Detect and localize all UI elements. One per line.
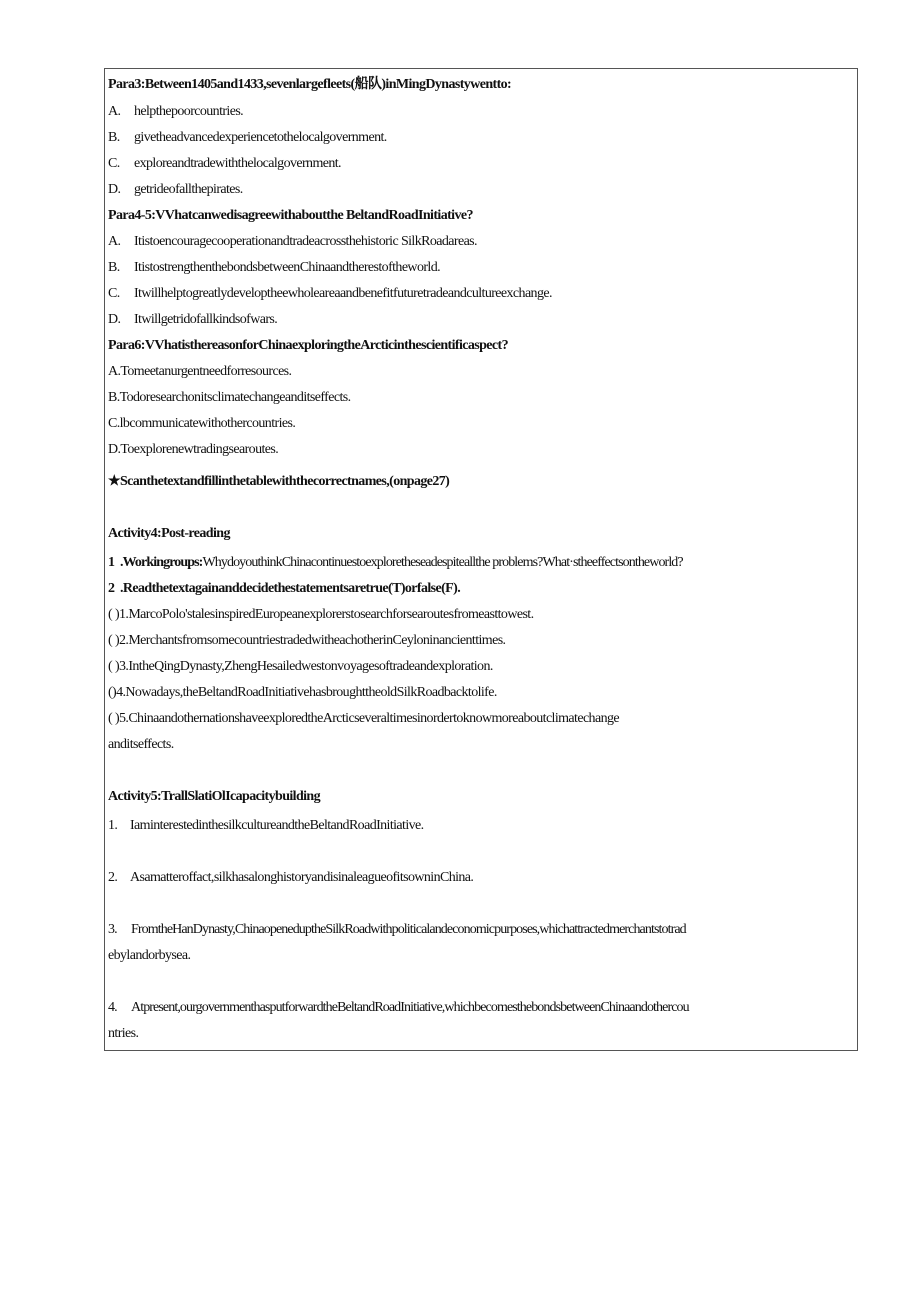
item-number: 2.	[108, 870, 118, 885]
item-number: 1	[108, 555, 115, 570]
para45-question: Para4-5:VVhatcanwedisagreewithaboutthe BeltandRoadInitiative?	[108, 208, 473, 223]
activity4-item1	[108, 555, 683, 571]
translation-item-3	[108, 922, 686, 938]
translation-item-2	[108, 870, 473, 886]
item-text: IaminterestedinthesilkcultureandtheBeltandRoadInitiative.	[130, 818, 424, 833]
option-label: C.	[108, 286, 120, 301]
item-text: Asamatteroffact,silkhasalonghistoryandisinaleagueofitsowninChina.	[130, 870, 474, 885]
para45-option-b	[108, 260, 440, 276]
item-text: FromtheHanDynasty,ChinaopeneduptheSilkRoadwithpoliticalandeconomicpurposes,whichattractedmerchantstotrad	[131, 922, 686, 937]
tf-statement-4: ()4.Nowadays,theBeltandRoadInitiativehasbroughttheoldSilkRoadbacktolife.	[108, 685, 497, 700]
item-text: WhydoyouthinkChinacontinuestoexploretheseadespiteallthe problems?What·stheeffectsontheworld?	[202, 555, 683, 570]
translation-item-4	[108, 1000, 689, 1016]
item-heading: .Workingroups:	[120, 555, 203, 570]
para3-option-d	[108, 182, 243, 198]
option-text: Itistoencouragecooperationandtradeacrossthehistoric SilkRoadareas.	[134, 234, 477, 249]
option-label: D.	[108, 312, 121, 327]
option-text: getrideofallthepirates.	[134, 182, 243, 197]
para45-option-d	[108, 312, 277, 328]
item-text: Atpresent,ourgovernmenthasputforwardtheBeltandRoadInitiative,whichbecomesthebondsbetweenChinaandothercou	[131, 1000, 689, 1015]
para6-option-b: B.Todoresearchonitsclimatechangeanditseffects.	[108, 390, 351, 405]
para3-question: Para3:Between1405and1433,sevenlargefleets(船队)inMingDynastywentto:	[108, 77, 512, 92]
option-label: A.	[108, 234, 121, 249]
option-text: ItistostrengthenthebondsbetweenChinaandtherestoftheworld.	[134, 260, 440, 275]
worksheet-table-cell	[104, 68, 858, 1051]
para3-option-c	[108, 156, 341, 172]
activity4-title: Activity4:Post-reading	[108, 526, 230, 541]
tf-statement-3: ( )3.IntheQingDynasty,ZhengHesailedwestonvoyagesoftradeandexploration.	[108, 659, 493, 674]
option-text: exploreandtradewiththelocalgovernment.	[134, 156, 341, 171]
option-label: C.	[108, 156, 120, 171]
para6-option-a: A.Tomeetanurgentneedforresources.	[108, 364, 292, 379]
translation-item-3-continued: ebylandorbysea.	[108, 948, 191, 963]
tf-statement-1: ( )1.MarcoPolo'stalesinspiredEuropeanexplorerstosearchforsearoutesfromeasttowest.	[108, 607, 534, 622]
option-label: A.	[108, 104, 121, 119]
item-heading: .Readthetextagainanddecidethestatementsaretrue(T)orfalse(F).	[120, 581, 461, 596]
scan-instruction: ★Scanthetextandfillinthetablewiththecorrectnames,(onpage27)	[108, 474, 450, 489]
tf-statement-5-continued: anditseffects.	[108, 737, 174, 752]
option-text: helpthepoorcountries.	[134, 104, 244, 119]
translation-item-1	[108, 818, 424, 834]
para45-option-c	[108, 286, 552, 302]
option-label: D.	[108, 182, 121, 197]
para6-question: Para6:VVhatisthereasonforChinaexploringtheArcticinthescientificaspect?	[108, 338, 508, 353]
activity4-item2	[108, 581, 460, 597]
activity5-title: Activity5:TrallSlatiOlIcapacitybuilding	[108, 789, 321, 804]
para6-option-c: C.lbcommunicatewithothercountries.	[108, 416, 296, 431]
item-number: 4.	[108, 1000, 117, 1015]
para3-option-b	[108, 130, 387, 146]
item-number: 1.	[108, 818, 118, 833]
para3-option-a	[108, 104, 243, 120]
tf-statement-5: ( )5.ChinaandothernationshaveexploredtheArcticseveraltimesinordertoknowmoreaboutclimatechange	[108, 711, 619, 726]
option-label: B.	[108, 260, 120, 275]
option-text: Itwillhelptogreatlydeveloptheewholeareaandbenefitfuturetradeandcultureexchange.	[134, 286, 552, 301]
tf-statement-2: ( )2.MerchantsfromsomecountriestradedwitheachotherinCeyloninancienttimes.	[108, 633, 506, 648]
translation-item-4-continued: ntries.	[108, 1026, 139, 1041]
option-label: B.	[108, 130, 120, 145]
para6-option-d: D.Toexplorenewtradingsearoutes.	[108, 442, 279, 457]
option-text: Itwillgetridofallkindsofwars.	[134, 312, 278, 327]
option-text: givetheadvancedexperiencetothelocalgovernment.	[134, 130, 387, 145]
item-number: 3.	[108, 922, 117, 937]
item-number: 2	[108, 581, 115, 596]
para45-option-a	[108, 234, 477, 250]
